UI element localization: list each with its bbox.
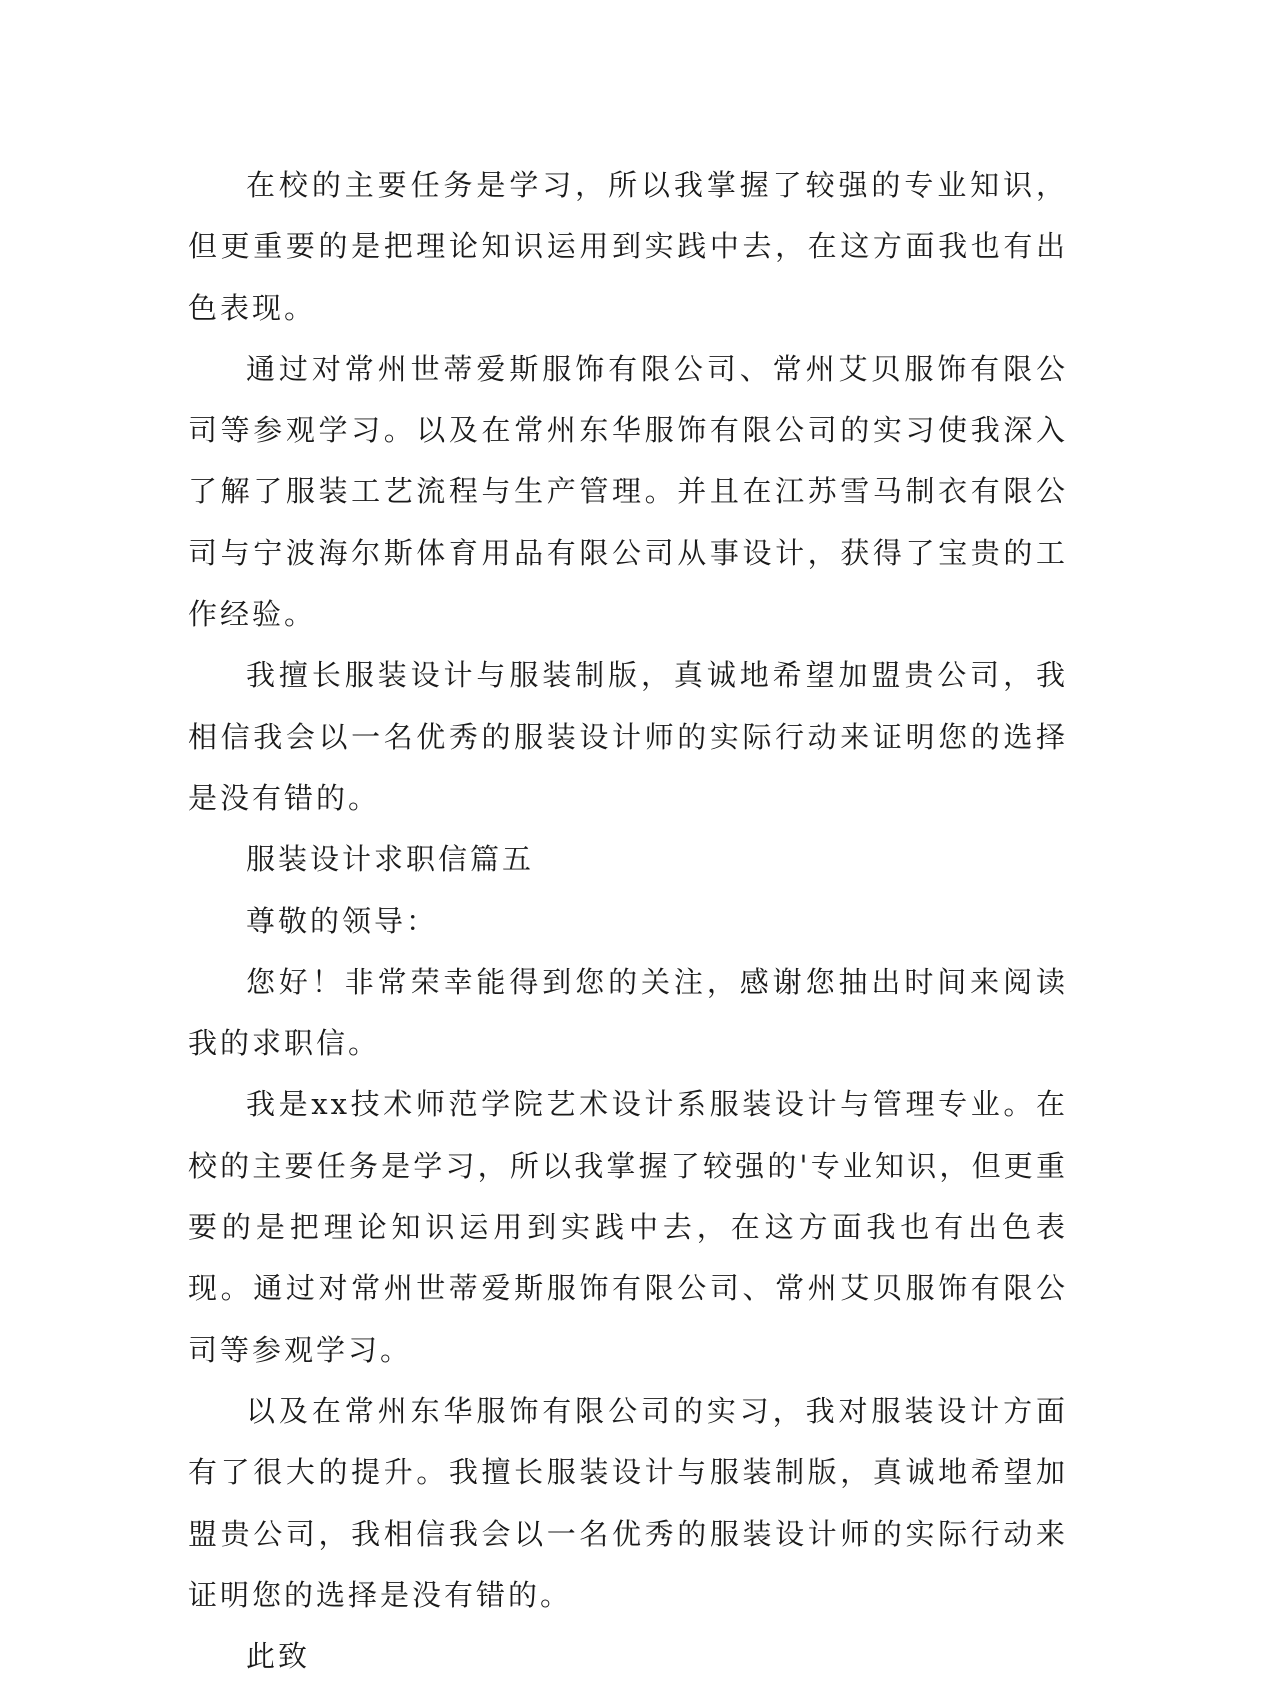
section-heading: 服装设计求职信篇五 [246,842,535,877]
paragraph: 您好！非常荣幸能得到您的关注，感谢您抽出时间来阅读我的求职信。 [188,964,1068,1061]
paragraph: 我擅长服装设计与服装制版，真诚地希望加盟贵公司，我相信我会以一名优秀的服装设计师的实际行动来证明您的选择是没有错的。 [188,658,1068,815]
paragraph: 以及在常州东华服饰有限公司的实习，我对服装设计方面有了很大的提升。我擅长服装设计与服装制版，真诚地希望加盟贵公司，我相信我会以一名优秀的服装设计师的实际行动来证明您的选择是没有错的。 [188,1393,1068,1612]
document-body [188,155,1068,1687]
salutation: 尊敬的领导： [246,903,439,938]
paragraph: 我是xx技术师范学院艺术设计系服装设计与管理专业。在校的主要任务是学习，所以我掌握了较强的'专业知识，但更重要的是把理论知识运用到实践中去，在这方面我也有出色表现。通过对常州世蒂爱斯服饰有限公司、常州艾贝服饰有限公司等参观学习。 [188,1087,1068,1367]
paragraph: 在校的主要任务是学习，所以我掌握了较强的专业知识，但更重要的是把理论知识运用到实践中去，在这方面我也有出色表现。 [188,168,1068,325]
paragraph: 通过对常州世蒂爱斯服饰有限公司、常州艾贝服饰有限公司等参观学习。以及在常州东华服饰有限公司的实习使我深入了解了服装工艺流程与生产管理。并且在江苏雪马制衣有限公司与宁波海尔斯体育用品有限公司从事设计，获得了宝贵的工作经验。 [188,351,1068,632]
closing: 此致 [246,1639,311,1674]
